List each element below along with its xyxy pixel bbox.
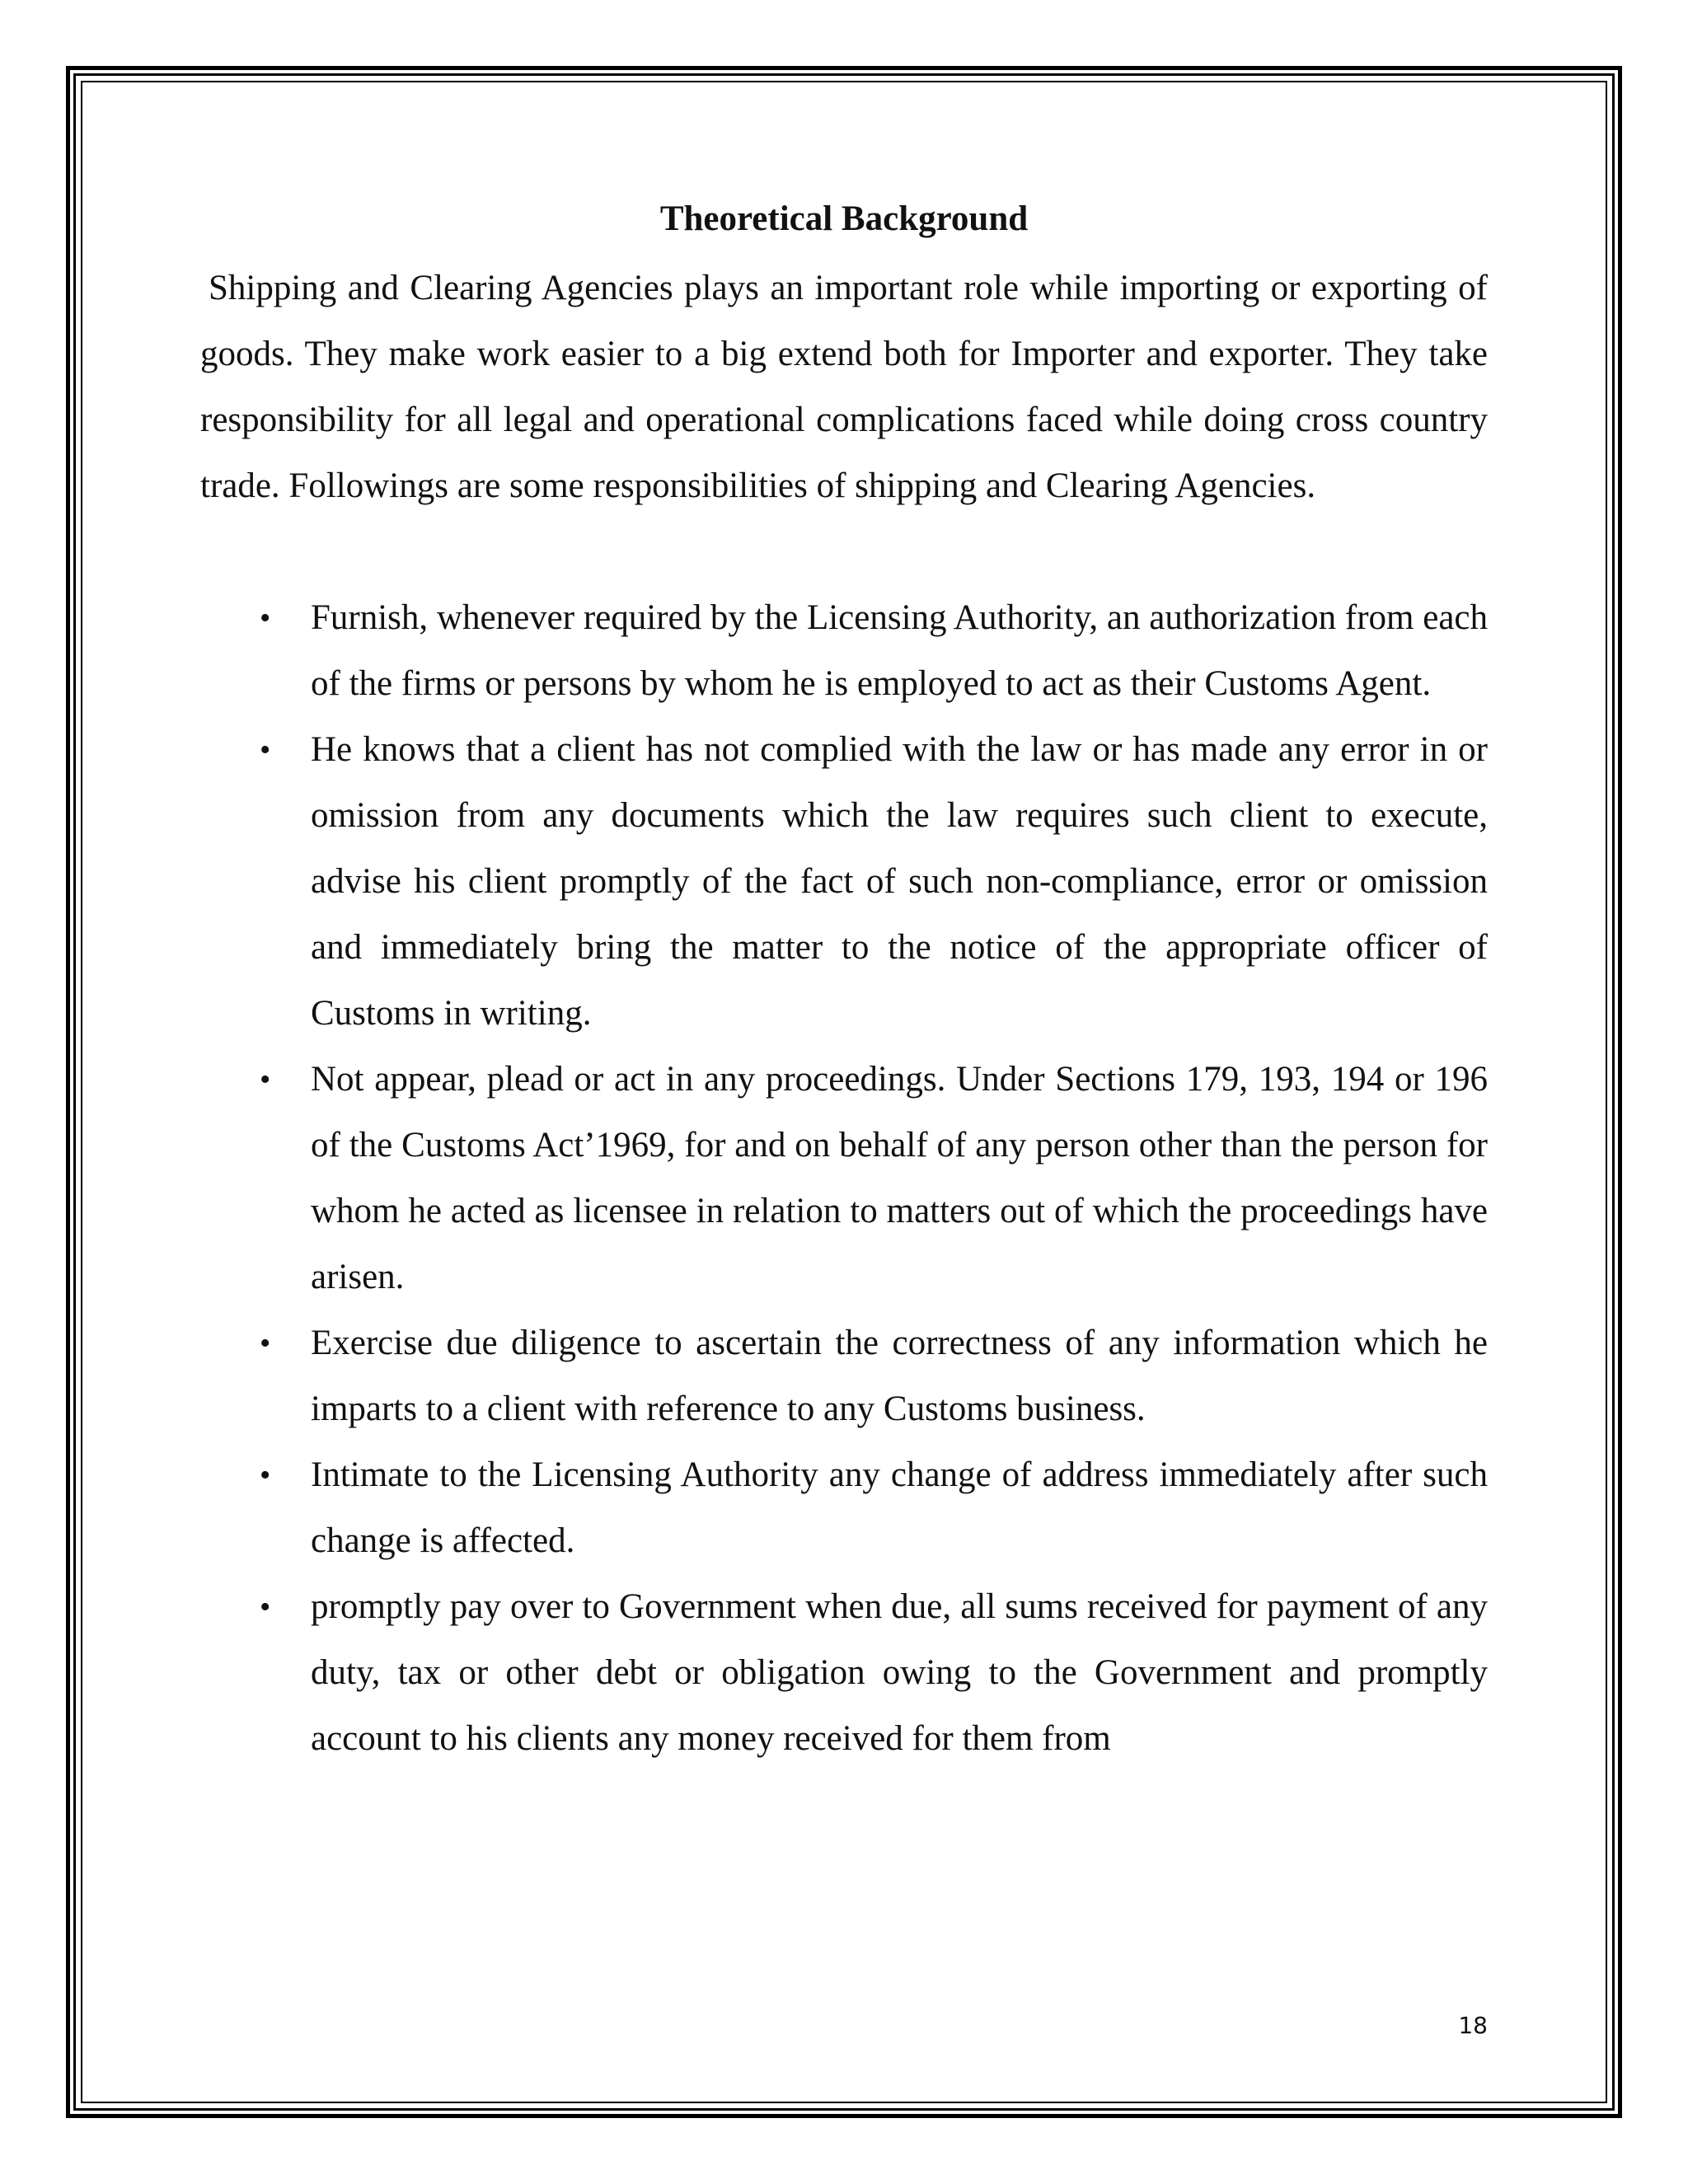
- bullet-icon: •: [260, 1590, 271, 1624]
- list-item-text: promptly pay over to Government when due, all sums received for payment of any duty, tax or other debt or obligation owing to the Government and promptly account to his clients any money received for them from: [311, 1587, 1488, 1758]
- list-item: [200, 1442, 1488, 1574]
- list-item: [200, 585, 1488, 717]
- bullet-icon: •: [260, 1326, 271, 1361]
- list-item: [200, 1047, 1488, 1310]
- bullet-icon: •: [260, 601, 271, 635]
- bullet-icon: •: [260, 1458, 271, 1493]
- list-item-text: Not appear, plead or act in any proceedings. Under Sections 179, 193, 194 or 196 of the Customs Act’1969, for and on behalf of any person other than the person for whom he acted as licensee in relation to matters out of which the proceedings have arisen.: [311, 1060, 1488, 1296]
- list-item-text: He knows that a client has not complied with the law or has made any error in or omission from any documents which the law requires such client to execute, advise his client promptly of the fact of such non-compliance, error or omission and immediately bring the matter to the notice of the appropriate officer of Customs in writing.: [311, 730, 1488, 1033]
- responsibilities-list: [200, 585, 1488, 1772]
- list-item: [200, 1310, 1488, 1442]
- intro-paragraph: Shipping and Clearing Agencies plays an important role while importing or exporting of goods. They make work easier to a big extend both for Importer and exporter. They take responsibility for all legal and operational complications faced while doing cross country trade. Followings are some responsibilities of shipping and Clearing Agencies.: [200, 269, 1488, 505]
- bullet-icon: •: [260, 733, 271, 767]
- list-item-text: Intimate to the Licensing Authority any change of address immediately after such change is affected.: [311, 1455, 1488, 1560]
- list-item-text: Furnish, whenever required by the Licensing Authority, an authorization from each of the firms or persons by whom he is employed to act as their Customs Agent.: [311, 598, 1488, 703]
- page-content: [200, 194, 1488, 1772]
- list-item-text: Exercise due diligence to ascertain the correctness of any information which he imparts to a client with reference to any Customs business.: [311, 1324, 1488, 1428]
- list-item: [200, 1574, 1488, 1772]
- bullet-icon: •: [260, 1062, 271, 1097]
- page-title: Theoretical Background: [659, 199, 1029, 238]
- list-item: [200, 717, 1488, 1047]
- page-number: 18: [1458, 2012, 1488, 2039]
